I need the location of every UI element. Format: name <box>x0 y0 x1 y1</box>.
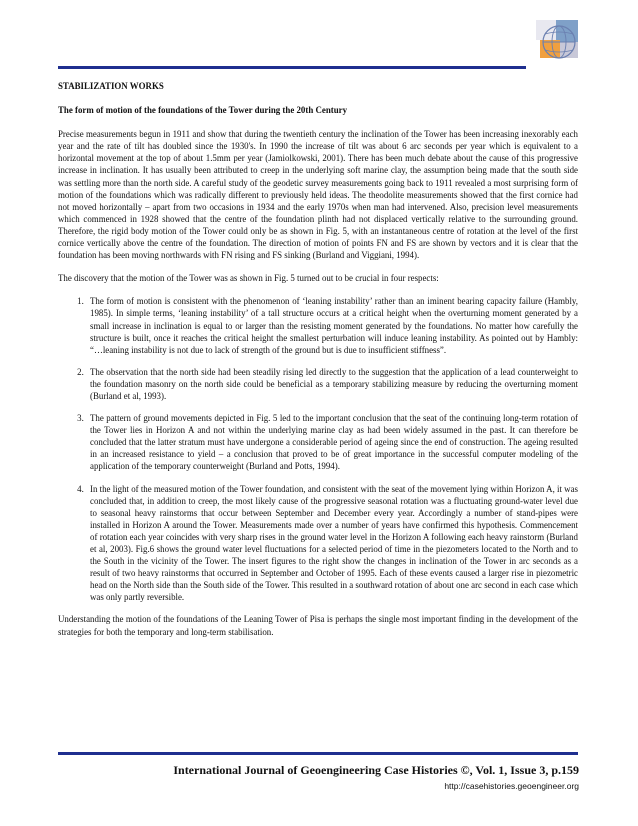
footer-url-link[interactable]: http://casehistories.geoengineer.org <box>444 781 579 791</box>
list-item: 4. In the light of the measured motion of the Tower foundation, and consistent with the seat of the movement lying within Horizon A, it was concluded that, in addition to creep, the most likely cause of the progressive seasonal rotation was a fluctuating ground-water level due to seasonal heavy rainstorms that occur between September and December every year. Accordingly a number of stand-pipes were installed in Horizon A around the Tower. Measurements made over a number of years have confirmed this hypothesis. Commencement of rotation each year coincides with very sharp rises in the ground water level in the Horizon A following each heavy rainstorm (Burland et al, 2003). Fig.6 shows the ground water level fluctuations for a selected period of time in the piezometers located to the North and to the South in the vicinity of the Tower. The insert figures to the right show the changes in inclination of the Tower in arc seconds as a result of two heavy rainstorms that occurred in September and October of 1995. Each of these events caused a larger rise in piezometric head on the North side than the South side of the Tower. This resulted in a southward rotation of about one arc second in each case which was only partly reversible. <box>86 483 578 604</box>
paragraph: Precise measurements begun in 1911 and show that during the twentieth century the inclination of the Tower has been increasing inexorably each year and the rate of tilt has doubled since the 1930's. In 1990 the increase of tilt was about 6 arc seconds per year which is equivalent to a horizontal movement at the top of about 1.5mm per year (Jamiolkowski, 2001). There has been much debate about the cause of this progressive increase in inclination. It has usually been attributed to creep in the underlying soft marine clay, the assumption being made that the south side was settling more than the north side. A careful study of the geodetic survey measurements going back to 1911 revealed a most surprising form of motion of the foundations which was radically different to previously held ideas. The theodolite measurements showed that the first cornice had not moved horizontally – apart from two occasions in 1934 and the early 1970s when man had intervened. Also, precision level measurements which commenced in 1928 showed that the centre of the foundation plinth had not displaced vertically relative to the surrounding ground. Therefore, the rigid body motion of the Tower could only be as shown in Fig. 5, with an instantaneous centre of rotation at the level of the first cornice vertically above the centre of the foundation. The direction of motion of points FN and FS are shown by vectors and it is clear that the foundation has been moving northwards with FN rising and FS sinking (Burland and Viggiani, 1994). <box>58 129 578 261</box>
article-body <box>58 80 578 649</box>
footer-rule <box>58 752 578 755</box>
list-item: 3. The pattern of ground movements depicted in Fig. 5 led to the important conclusion that the seat of the continuing long-term rotation of the Tower lies in Horizon A and not within the underlying marine clay as had been widely assumed in the past. It can therefore be concluded that the latter stratum must have undergone a considerable period of ageing since the end of construction. The ageing resulted in an increased resistance to yield – a conclusion that proved to be of great importance in the successful computer modeling of the application of the temporary counterweight (Burland and Potts, 1994). <box>86 412 578 472</box>
closing-paragraph: Understanding the motion of the foundations of the Leaning Tower of Pisa is perhaps the single most important finding in the development of the strategies for both the temporary and long-term stabilisation. <box>58 614 578 637</box>
list-item: 1. The form of motion is consistent with the phenomenon of ‘leaning instability’ rather than an iminent bearing capacity failure (Hambly, 1985). In simple terms, ‘leaning instability’ of a tall structure occurs at a critical height when the overturning moment generated by a small increase in inclination is equal to or larger than the resisting moment generated by the foundations. No matter how carefully the structure is built, once it reaches the critical height the smallest perturbation will induce leaning instability. As pointed out by Hambly: “…leaning instability is not due to lack of strength of the ground but is due to insufficient stiffness”. <box>86 295 578 355</box>
list-item: 2. The observation that the north side had been steadily rising led directly to the suggestion that the application of a lead counterweight to the foundation masonry on the north side could be beneficial as a temporary stabilizing measure by reducing the overturning moment (Burland et al, 1993). <box>86 366 578 402</box>
section-subtitle: The form of motion of the foundations of the Tower during the 20th Century <box>58 105 348 116</box>
numbered-list <box>58 295 578 603</box>
section-title: STABILIZATION WORKS <box>58 81 164 91</box>
header-rule <box>58 66 526 69</box>
journal-globe-logo <box>526 14 586 74</box>
footer-journal-citation: International Journal of Geoengineering Case Histories ©, Vol. 1, Issue 3, p.159 <box>173 763 579 777</box>
paragraph: The discovery that the motion of the Tower was as shown in Fig. 5 turned out to be crucial in four respects: <box>58 273 439 284</box>
